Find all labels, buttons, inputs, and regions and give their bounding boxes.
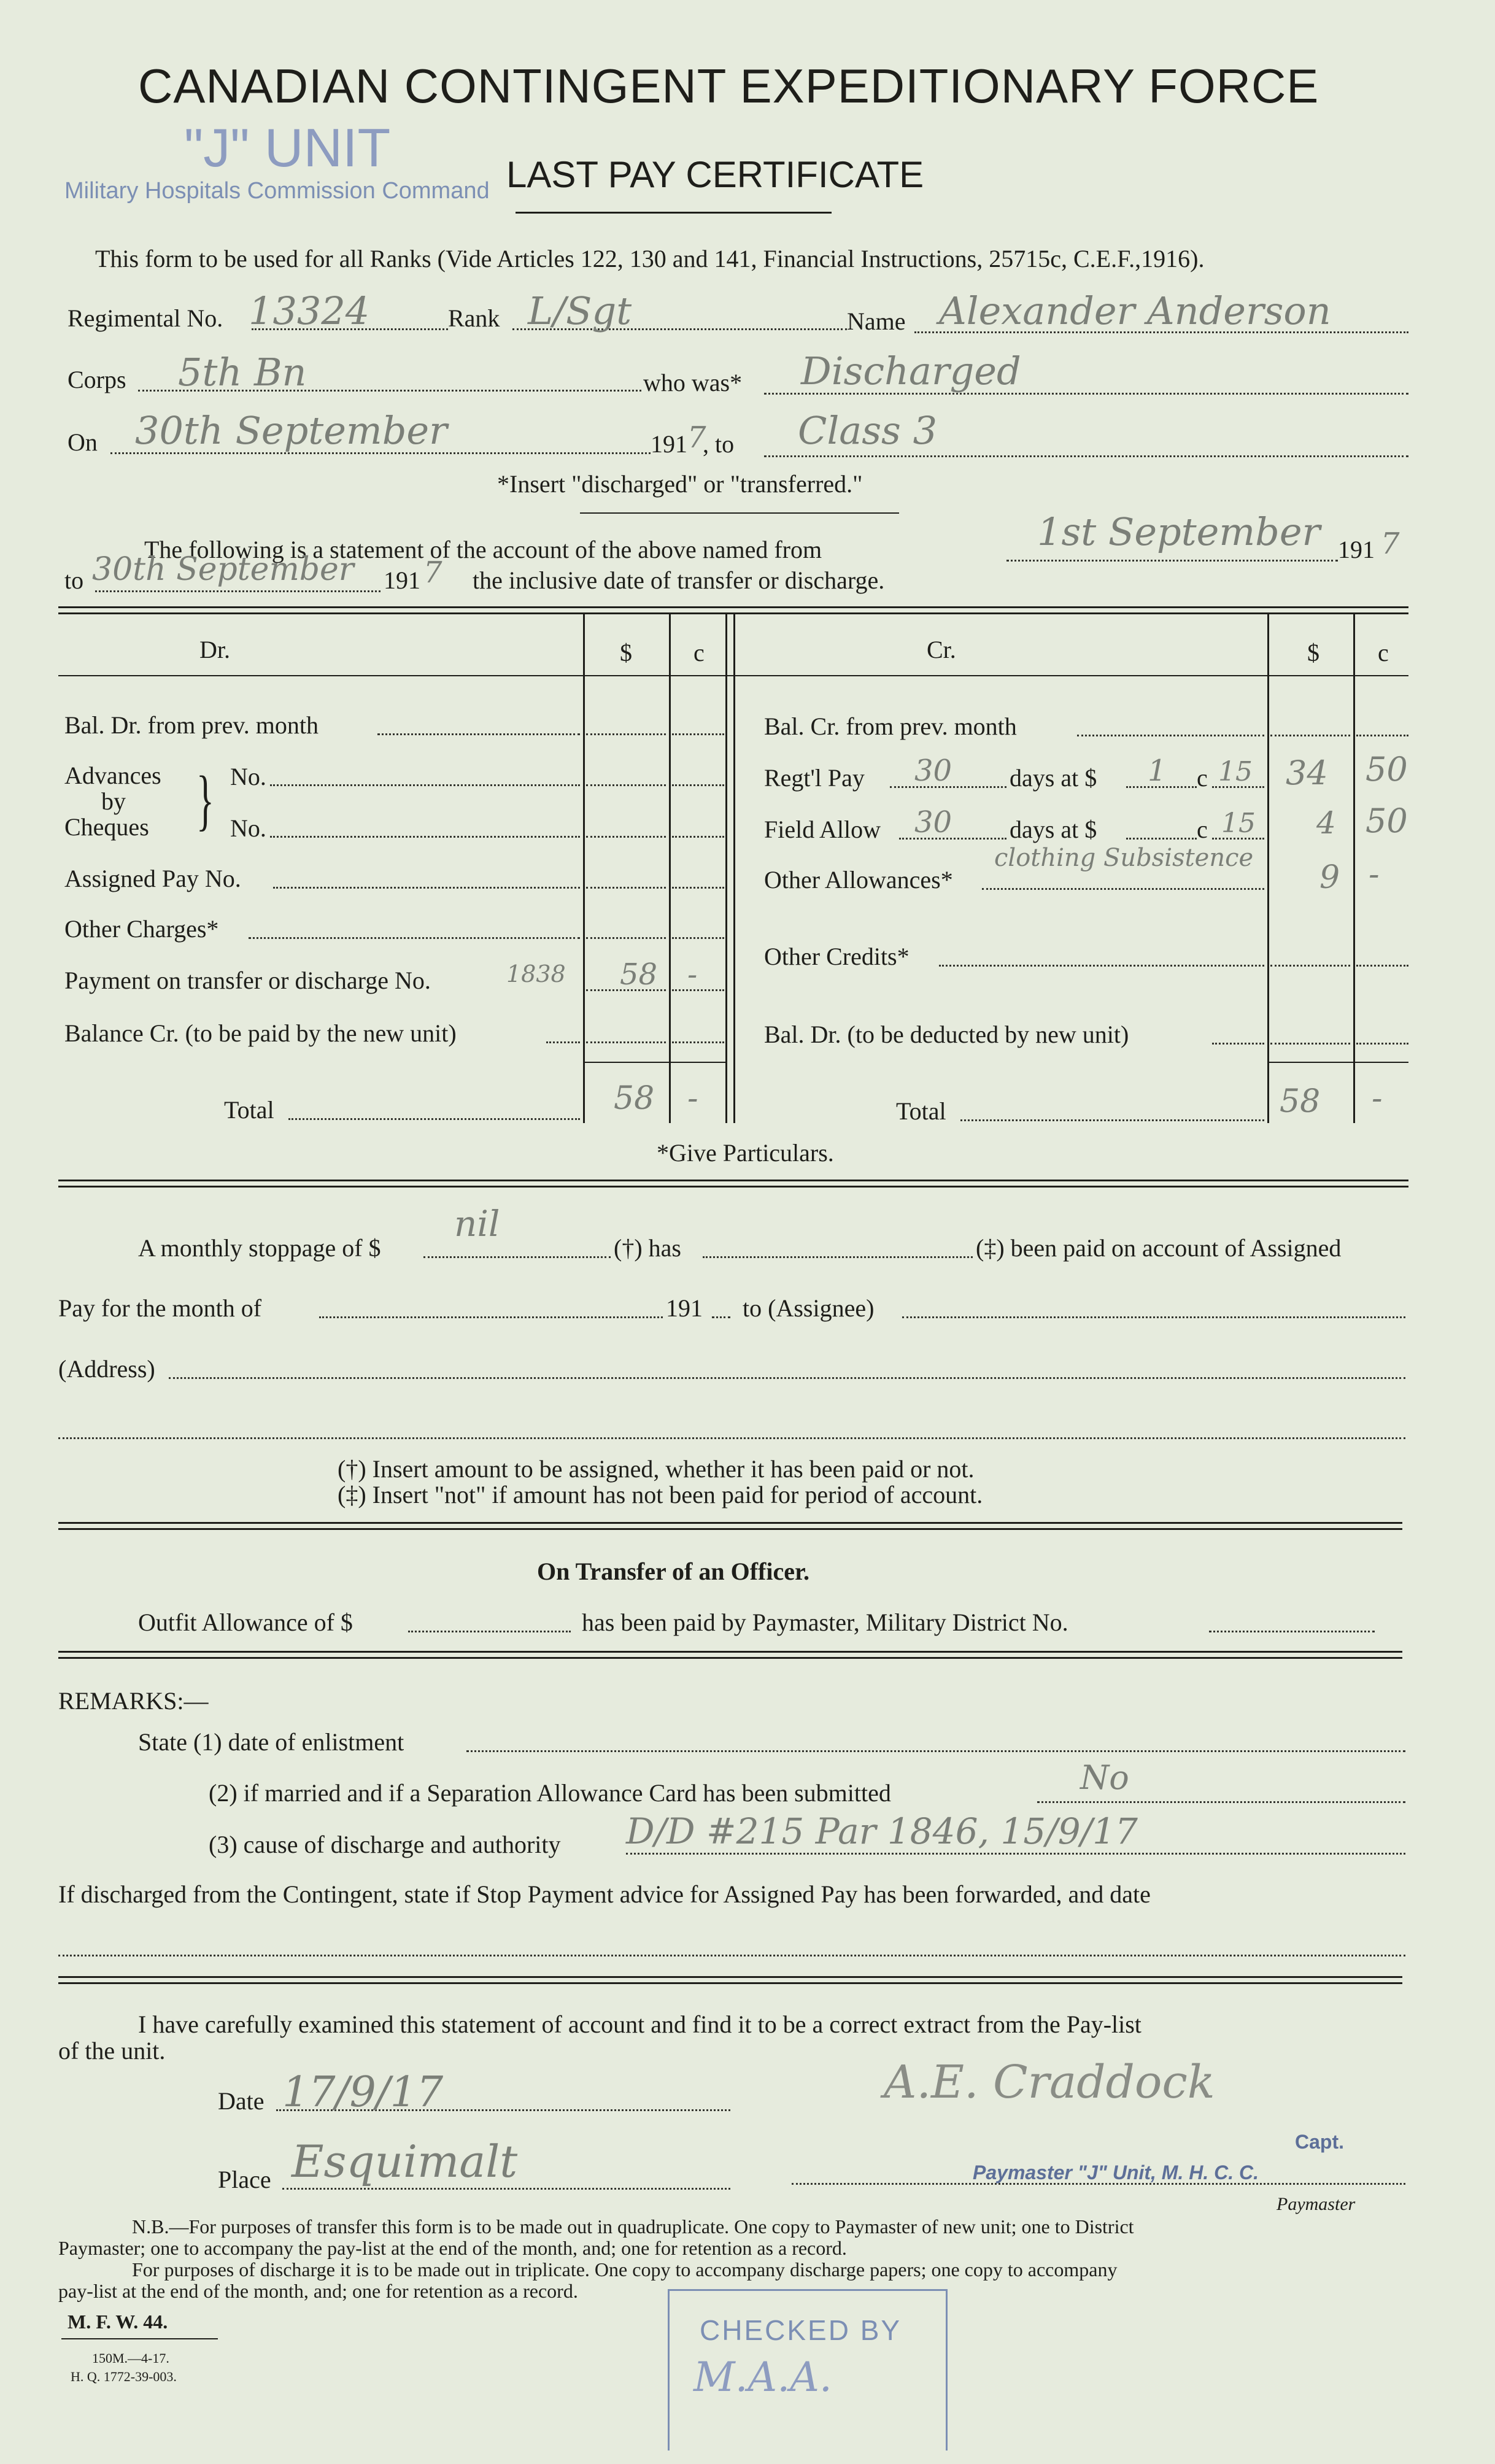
statement-to-year-value: 7 <box>423 555 442 590</box>
stoppage-line2-c: to (Assignee) <box>743 1294 875 1322</box>
cr-bal-line <box>1077 735 1264 736</box>
advances-cent-line <box>672 784 724 786</box>
advances-label: Advances <box>64 762 161 789</box>
payment-cents-value: - <box>687 957 698 992</box>
remarks-state2-line <box>1037 1801 1405 1803</box>
payment-dollar-line <box>586 989 666 991</box>
paymaster-unit-stamp: Paymaster "J" Unit, M. H. C. C. <box>973 2161 1259 2184</box>
other-allow-cents: - <box>1369 856 1380 893</box>
payment-no-value: 1838 <box>506 960 566 987</box>
dr-bal-label: Bal. Dr. from prev. month <box>64 711 319 739</box>
officer-heading: On Transfer of an Officer. <box>537 1558 810 1585</box>
statement-from-year-value: 7 <box>1381 527 1400 561</box>
other-charges-line <box>249 937 580 939</box>
form-number: M. F. W. 44. <box>68 2311 168 2333</box>
other-credits-line <box>939 965 1264 967</box>
other-charges-cent-line <box>672 937 724 939</box>
remarks-state3: (3) cause of discharge and authority <box>209 1831 561 1858</box>
regtl-rate-d-value: 1 <box>1148 754 1167 788</box>
other-credits-label: Other Credits* <box>764 943 910 970</box>
to-unit-value: Class 3 <box>798 408 938 453</box>
advances-no-label: No. <box>230 763 266 790</box>
section-rule-3a <box>58 1651 1402 1653</box>
certificate-subtitle: LAST PAY CERTIFICATE <box>506 154 924 195</box>
who-was-value: Discharged <box>801 349 1021 393</box>
dr-cent-header: c <box>693 639 705 666</box>
stoppage-line2-b: 191 <box>666 1294 703 1322</box>
address-line-2 <box>58 1437 1405 1439</box>
regtl-rate-c-value: 15 <box>1218 756 1253 787</box>
place-line <box>282 2188 730 2190</box>
instruction-text: This form to be used for all Ranks (Vide Articles 122, 130 and 141, Financial Instructions, 25715c, C.E.F.,1916). <box>95 245 1205 272</box>
other-allow-dollars: 9 <box>1319 859 1340 896</box>
cr-total-cents: - <box>1372 1080 1383 1117</box>
cr-dollar-col-left <box>1267 614 1269 1123</box>
stoppage-amount-line <box>423 1256 611 1258</box>
cr-total-dollars: 58 <box>1280 1083 1321 1120</box>
unit-stamp-line2: Military Hospitals Commission Command <box>64 178 490 204</box>
who-was-label: who was* <box>643 369 743 396</box>
on-label: On <box>68 428 98 456</box>
assigned-pay-label: Assigned Pay No. <box>64 865 241 892</box>
dr-cent-col-left <box>669 614 671 1123</box>
dr-cent-col-right <box>725 614 727 1123</box>
on-year-label: 191 <box>651 430 687 458</box>
field-dollars-value: 4 <box>1316 805 1336 841</box>
regtl-days-value: 30 <box>914 754 952 788</box>
stoppage-line2-a: Pay for the month of <box>58 1294 262 1322</box>
balance-cr-dollar-line <box>586 1041 666 1043</box>
statement-to-label: to <box>64 566 84 594</box>
dr-total-dollars: 58 <box>614 1080 655 1117</box>
section-rule-2b <box>58 1528 1402 1530</box>
remarks-state2-value: No <box>1080 1758 1129 1797</box>
place-label: Place <box>218 2166 271 2193</box>
print-hq: H. Q. 1772-39-003. <box>71 2369 177 2384</box>
payment-label: Payment on transfer or discharge No. <box>64 967 431 994</box>
dr-total-line <box>288 1118 580 1120</box>
cr-bal-label: Bal. Cr. from prev. month <box>764 713 1017 740</box>
cheques-label: Cheques <box>64 813 149 841</box>
payment-dollars-value: 58 <box>620 957 658 992</box>
cheques-cent-line <box>672 836 724 838</box>
table-top-rule-1 <box>58 606 1408 608</box>
statement-line1: The following is a statement of the account of the above named from <box>144 536 822 563</box>
remarks-state3-value: D/D #215 Par 1846, 15/9/17 <box>626 1810 1138 1852</box>
corps-value: 5th Bn <box>178 350 307 395</box>
cheques-no-line <box>270 836 580 838</box>
outfit-amount-line <box>408 1631 571 1632</box>
assigned-dollar-line <box>586 887 666 889</box>
cr-dollar-header: $ <box>1307 639 1319 666</box>
nb-line2: Paymaster; one to accompany the pay-list at the end of the month, and; one for retention as a record. <box>58 2237 847 2259</box>
field-allow-label: Field Allow <box>764 816 881 843</box>
paymaster-signature: A.E. Craddock <box>884 2056 1215 2109</box>
regtl-c-label: c <box>1197 764 1208 792</box>
stoppage-has-line <box>703 1256 973 1258</box>
nb-line1: N.B.—For purposes of transfer this form is to be made out in quadruplicate. One copy to Paymaster of new unit; one to District <box>132 2215 1134 2238</box>
nb-line3: For purposes of discharge it is to be made out in triplicate. One copy to accompany discharge papers; one copy to accompany <box>132 2258 1118 2281</box>
field-days-value: 30 <box>914 805 952 840</box>
field-rate-d-line <box>1126 838 1197 840</box>
advances-dollar-line <box>586 784 666 786</box>
date-value: 17/9/17 <box>282 2068 444 2117</box>
other-credits-dollar-line <box>1270 965 1350 967</box>
corps-label: Corps <box>68 366 126 393</box>
place-value: Esquimalt <box>292 2136 518 2187</box>
section-rule-4a <box>58 1976 1402 1978</box>
cr-bal-dr-dollar-line <box>1270 1043 1350 1045</box>
outfit-label-b: has been paid by Paymaster, Military District No. <box>582 1609 1068 1636</box>
document-title: CANADIAN CONTINGENT EXPEDITIONARY FORCE <box>138 59 1319 113</box>
rank-label: Rank <box>448 304 500 332</box>
section-rule-3b <box>58 1657 1402 1659</box>
other-allow-note: clothing Subsistence <box>994 844 1254 872</box>
remarks-discharged-line <box>58 1955 1405 1956</box>
paymaster-label: Paymaster <box>1277 2194 1356 2214</box>
cr-total-label: Total <box>896 1097 946 1125</box>
stoppage-amount-value: nil <box>454 1203 500 1245</box>
regtl-cents-value: 50 <box>1366 750 1408 789</box>
other-charges-label: Other Charges* <box>64 915 219 943</box>
other-allow-label: Other Allowances* <box>764 866 953 894</box>
cheques-dollar-line <box>586 836 666 838</box>
form-number-rule <box>61 2338 218 2339</box>
statement-to-year: 191 <box>384 566 420 594</box>
cr-bal-cent-line <box>1356 735 1408 736</box>
stoppage-note-2: (‡) Insert "not" if amount has not been paid for period of account. <box>338 1481 983 1508</box>
by-label: by <box>101 787 126 815</box>
checked-by-label: CHECKED BY <box>700 2314 902 2346</box>
field-c-label: c <box>1197 816 1208 843</box>
dr-bal-dollar-line <box>586 733 666 735</box>
nb-line4: pay-list at the end of the month, and; one for retention as a record. <box>58 2280 578 2302</box>
assigned-cent-line <box>672 887 724 889</box>
remarks-discharged: If discharged from the Contingent, state if Stop Payment advice for Assigned Pay has been forwarded, and date <box>58 1880 1151 1908</box>
regtl-dollars-value: 34 <box>1286 754 1328 792</box>
remarks-state3-line <box>626 1853 1405 1855</box>
regimental-no-value: 13324 <box>249 288 370 333</box>
remarks-state1-line <box>466 1750 1405 1752</box>
cr-header: Cr. <box>927 636 956 663</box>
cr-bal-dr-label: Bal. Dr. (to be deducted by new unit) <box>764 1021 1129 1048</box>
remarks-heading: REMARKS:— <box>58 1687 209 1715</box>
statement-to-line <box>95 590 381 592</box>
on-date-value: 30th September <box>135 408 447 453</box>
regtl-days-at-label: days at $ <box>1010 764 1097 792</box>
remarks-state1: State (1) date of enlistment <box>138 1728 404 1756</box>
capt-stamp: Capt. <box>1295 2131 1344 2153</box>
dr-dollar-col-left <box>583 614 585 1123</box>
dr-header: Dr. <box>199 636 230 663</box>
table-header-rule <box>58 675 1408 676</box>
field-days-at-label: days at $ <box>1010 816 1097 843</box>
checked-by-initials: M.A.A. <box>693 2354 832 2401</box>
paymaster-line <box>792 2183 1405 2185</box>
section-rule-1b <box>58 1186 1408 1188</box>
statement-from-line <box>1006 560 1338 562</box>
regimental-no-label: Regimental No. <box>68 304 223 332</box>
statement-line2-rest: the inclusive date of transfer or discharge. <box>473 566 885 594</box>
print-run: 150M.—4-17. <box>92 2350 169 2366</box>
rank-value: L/Sgt <box>528 288 632 333</box>
section-rule-4b <box>58 1982 1402 1984</box>
cr-total-rule <box>1267 1062 1408 1063</box>
balance-cr-line <box>546 1041 580 1043</box>
dr-total-label: Total <box>224 1096 274 1124</box>
name-label: Name <box>847 307 906 335</box>
regtl-pay-label: Regt'l Pay <box>764 764 865 792</box>
stoppage-assignee-line <box>902 1316 1405 1318</box>
statement-from-value: 1st September <box>1037 509 1321 554</box>
section-rule-1a <box>58 1180 1408 1181</box>
outfit-label-a: Outfit Allowance of $ <box>138 1609 353 1636</box>
cr-cent-col-left <box>1353 614 1355 1123</box>
assigned-pay-line <box>273 887 580 889</box>
cert-line1: I have carefully examined this statement of account and find it to be a correct extract from the Pay-list <box>138 2010 1142 2038</box>
advances-brace: } <box>196 762 214 837</box>
other-charges-dollar-line <box>586 937 666 939</box>
balance-cr-label: Balance Cr. (to be paid by the new unit) <box>64 1019 457 1047</box>
subtitle-rule <box>516 212 832 214</box>
cr-col-left <box>733 614 735 1123</box>
statement-to-value: 30th September <box>92 551 354 588</box>
to-unit-line <box>764 455 1408 457</box>
other-credits-cent-line <box>1356 965 1408 967</box>
insert-rule <box>580 512 899 514</box>
unit-stamp-line1: "J" UNIT <box>184 117 391 178</box>
cr-bal-dollar-line <box>1270 735 1350 736</box>
stoppage-line1-a: A monthly stoppage of $ <box>138 1234 381 1262</box>
cr-total-line <box>960 1119 1264 1121</box>
address-line-1 <box>169 1377 1405 1379</box>
stoppage-month-line <box>319 1316 663 1318</box>
cr-bal-dr-cent-line <box>1356 1043 1408 1045</box>
stoppage-line1-c: (‡) been paid on account of Assigned <box>976 1234 1342 1262</box>
section-rule-2a <box>58 1522 1402 1524</box>
cert-line2: of the unit. <box>58 2037 166 2064</box>
date-label: Date <box>218 2087 265 2115</box>
field-cents-value: 50 <box>1366 801 1408 840</box>
other-allow-line <box>982 888 1264 890</box>
remarks-state2: (2) if married and if a Separation Allowance Card has been submitted <box>209 1779 891 1807</box>
dr-dollar-header: $ <box>620 639 632 666</box>
cheques-no-label: No. <box>230 814 266 842</box>
on-year-value: 7 <box>687 420 706 455</box>
statement-year: 191 <box>1338 536 1375 563</box>
stoppage-note-1: (†) Insert amount to be assigned, whether it has been paid or not. <box>338 1455 975 1483</box>
name-value: Alexander Anderson <box>939 288 1331 333</box>
cr-bal-dr-line <box>1212 1043 1264 1045</box>
payment-cent-line <box>672 989 724 991</box>
address-label: (Address) <box>58 1355 155 1383</box>
stoppage-line1-b: (†) has <box>614 1234 681 1262</box>
dr-bal-line <box>377 733 580 735</box>
balance-cr-cent-line <box>672 1041 724 1043</box>
dr-total-cents: - <box>687 1080 698 1117</box>
dr-total-rule <box>583 1062 727 1063</box>
stoppage-year-line <box>712 1316 730 1318</box>
dr-bal-cent-line <box>672 733 724 735</box>
advances-no-line <box>270 784 580 786</box>
field-rate-c-value: 15 <box>1221 808 1256 839</box>
to-label: , to <box>703 430 735 458</box>
insert-note: *Insert "discharged" or "transferred." <box>497 470 863 498</box>
outfit-district-line <box>1209 1631 1375 1632</box>
give-particulars: *Give Particulars. <box>657 1139 834 1167</box>
cr-cent-header: c <box>1378 639 1389 666</box>
